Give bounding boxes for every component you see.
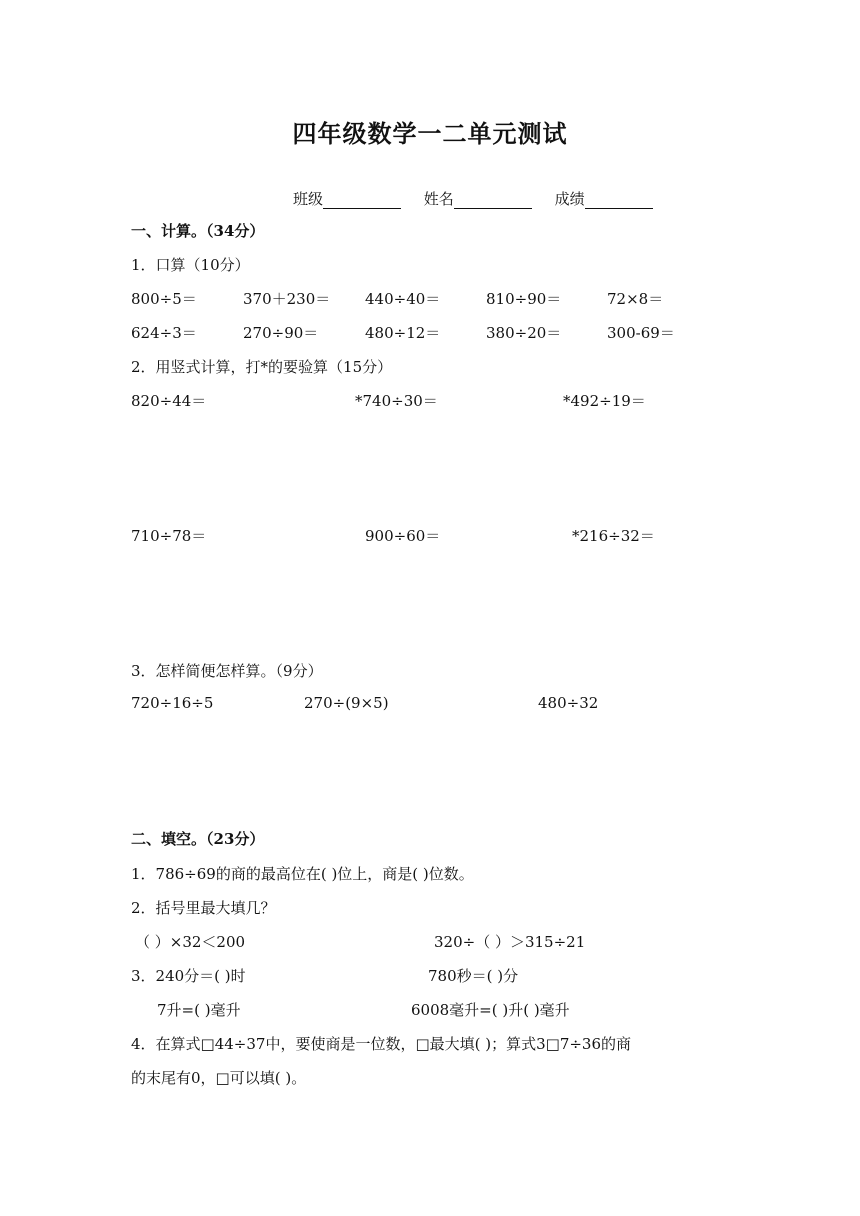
oral-problem: 370＋230＝ xyxy=(243,290,331,308)
q3-label: 3．怎样简便怎样算。（9分） xyxy=(131,662,323,680)
oral-problem: 810÷90＝ xyxy=(486,290,562,308)
fill-q3-c: 7升=( )毫升 xyxy=(157,1001,241,1019)
q1-label: 1．口算（10分） xyxy=(131,256,250,274)
score-label: 成绩 xyxy=(554,190,585,208)
class-blank xyxy=(323,192,401,209)
simplify-problem: 480÷32 xyxy=(538,694,599,712)
vertical-problem: 900÷60＝ xyxy=(365,527,441,545)
oral-problem: 300-69＝ xyxy=(607,324,675,342)
fill-q3-d: 6008毫升=( )升( )毫升 xyxy=(411,1001,570,1019)
student-info-line xyxy=(293,188,653,209)
fill-q3-b: 780秒＝( )分 xyxy=(428,967,519,985)
section1-heading: 一、计算。（34分） xyxy=(131,222,265,240)
q2-label: 2．用竖式计算，打*的要验算（15分） xyxy=(131,358,393,376)
fill-q4-line1: 4．在算式□44÷37中，要使商是一位数，□最大填( )；算式3□7÷36的商 xyxy=(131,1035,632,1053)
vertical-problem: *216÷32＝ xyxy=(572,527,655,545)
vertical-problem: 710÷78＝ xyxy=(131,527,207,545)
fill-q2-label: 2．括号里最大填几？ xyxy=(131,899,276,917)
fill-q2-right: 320÷（ ）＞315÷21 xyxy=(434,933,586,951)
fill-q1: 1．786÷69的商的最高位在( )位上，商是( )位数。 xyxy=(131,865,474,883)
simplify-problem: 270÷(9×5) xyxy=(304,694,389,712)
oral-problem: 624÷3＝ xyxy=(131,324,197,342)
oral-problem: 800÷5＝ xyxy=(131,290,197,308)
name-blank xyxy=(454,192,532,209)
vertical-problem: *740÷30＝ xyxy=(355,392,438,410)
vertical-problem: 820÷44＝ xyxy=(131,392,207,410)
oral-problem: 380÷20＝ xyxy=(486,324,562,342)
oral-problem: 440÷40＝ xyxy=(365,290,441,308)
name-label: 姓名 xyxy=(423,190,454,208)
fill-q4-line2: 的末尾有0，□可以填( )。 xyxy=(131,1069,307,1087)
oral-problem: 270÷90＝ xyxy=(243,324,319,342)
class-label: 班级 xyxy=(293,190,324,208)
vertical-problem: *492÷19＝ xyxy=(563,392,646,410)
simplify-problem: 720÷16÷5 xyxy=(131,694,214,712)
section2-heading: 二、填空。（23分） xyxy=(131,830,265,848)
page-title: 四年级数学一二单元测试 xyxy=(292,119,568,148)
oral-problem: 72×8＝ xyxy=(607,290,664,308)
fill-q3-a: 3．240分＝( )时 xyxy=(131,967,246,985)
oral-problem: 480÷12＝ xyxy=(365,324,441,342)
fill-q2-left: （ ）×32＜200 xyxy=(135,933,246,951)
score-blank xyxy=(585,192,653,209)
